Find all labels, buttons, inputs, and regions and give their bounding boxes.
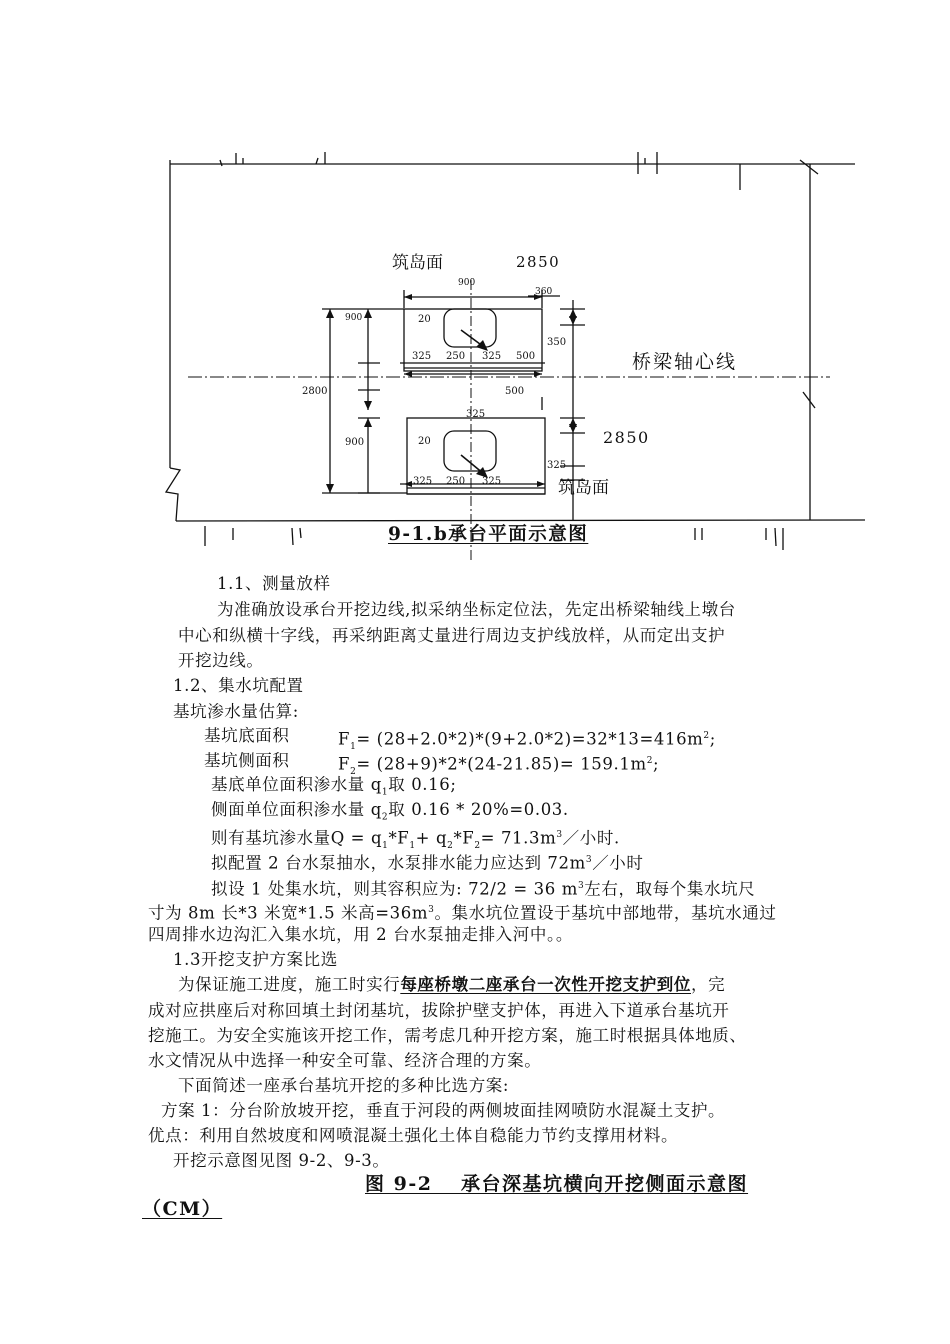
label-dim-20-bottom: 20 — [418, 436, 431, 447]
para-line: 基底单位面积渗水量 $q_1$取 0.16; — [211, 775, 457, 798]
label-dim-250-b: 250 — [446, 476, 466, 487]
label-top-island: 筑岛面 — [392, 253, 443, 273]
para-line: 成对应拱座后对称回填土封闭基坑，拔除护壁支护体，再进入下道承台基坑开 — [148, 1001, 730, 1020]
para-line: 拟配置 2 台水泵抽水，水泵排水能力应达到 $72m^3/$小时 — [211, 853, 644, 873]
para-line: 寸为 8m 长*3 米宽*1.5 米高$=36m^3$。集水坑位置设于基坑中部地带，基坑水通过 — [148, 903, 777, 923]
para-line: 优点：利用自然坡度和网喷混凝土强化土体自稳能力节约支撑用材料。 — [148, 1126, 679, 1145]
para-line: 方案 1：分台阶放坡开挖，垂直于河段的两侧坡面挂网喷防水混凝土支护。 — [161, 1101, 726, 1120]
para-line: 中心和纵横十字线，再采纳距离丈量进行周边支护线放样，从而定出支护 — [178, 626, 726, 645]
heading-1-3: 1.3开挖支护方案比选 — [173, 950, 338, 969]
para-line: 四周排水边沟汇入集水坑，用 2 台水泵抽走排入河中。。 — [148, 925, 573, 944]
para-line: 拟设 1 处集水坑，则其容积应为: 72/2 = 36 $m^3$左右，取每个集水坑尺 — [211, 879, 756, 899]
label-dim-325-c: 325 — [466, 409, 486, 420]
label-dim-350: 350 — [547, 337, 567, 348]
label-bottom-island: 筑岛面 — [558, 478, 609, 498]
label-dim-20-top: 20 — [418, 314, 431, 325]
para-line: 基坑渗水量估算: — [173, 702, 299, 721]
side-area-label: 基坑侧面积 — [204, 751, 290, 770]
para-line: 侧面单位面积渗水量 $q_2$取 0.16 * 20%=0.03. — [211, 800, 569, 823]
label-dim-900-left-bottom: 900 — [345, 437, 365, 448]
heading-1-1: 1.1、测量放样 — [217, 574, 331, 593]
label-dim-250-a: 250 — [446, 351, 466, 362]
para-line: 则有基坑渗水量$Q = q_1*F_1+ q_2*F_2=$ $71.3m^3/$小时. — [211, 828, 620, 851]
para-line: 挖施工。为安全实施该开挖工作，需考虑几种开挖方案，施工时根据具体地质、 — [148, 1026, 747, 1045]
bottom-area-formula: $F_1= (28+2.0*2)*(9+2.0*2)=32*13=416m^2$; — [338, 729, 716, 752]
para-line: 开挖边线。 — [178, 651, 264, 670]
para-line: 为保证施工进度，施工时实行每座桥墩二座承台一次性开挖支护到位，完 — [178, 975, 726, 994]
label-dim-360: 360 — [535, 287, 553, 297]
unit-label: （CM） — [142, 1198, 223, 1220]
label-dim-325-f: 325 — [482, 476, 502, 487]
label-right-dim: 2850 — [603, 428, 650, 447]
diagram-caption: 9-1.b承台平面示意图 — [388, 524, 589, 545]
pile-cap-plan-diagram — [0, 0, 950, 560]
bottom-area-label: 基坑底面积 — [204, 726, 290, 745]
label-dim-325-a: 325 — [412, 351, 432, 362]
label-dim-325-d: 325 — [547, 460, 567, 471]
para-line: 水文情况从中选择一种安全可靠、经济合理的方案。 — [148, 1051, 542, 1070]
para-line: 下面简述一座承台基坑开挖的多种比选方案: — [178, 1076, 510, 1095]
label-dim-500-b: 500 — [505, 386, 525, 397]
label-dim-325-b: 325 — [482, 351, 502, 362]
label-dim-900-top: 900 — [458, 278, 476, 288]
para-line: 为准确放设承台开挖边线,拟采纳坐标定位法，先定出桥梁轴线上墩台 — [217, 600, 736, 619]
figure-9-2-caption: 图 9-2 承台深基坑横向开挖侧面示意图 — [365, 1173, 749, 1195]
label-dim-900-left-top: 900 — [345, 313, 363, 323]
label-dim-2800: 2800 — [302, 386, 328, 397]
emphasis-text: 每座桥墩二座承台一次性开挖支护到位 — [400, 975, 692, 994]
side-area-formula: $F_2= (28+9)*2*(24-21.85)= 159.1m^2$; — [338, 754, 660, 777]
label-dim-325-e: 325 — [413, 476, 433, 487]
label-top-dim: 2850 — [516, 253, 561, 271]
heading-1-2: 1.2、集水坑配置 — [173, 676, 304, 695]
label-dim-500-a: 500 — [516, 351, 536, 362]
label-axis: 桥梁轴心线 — [632, 351, 738, 373]
para-line: 开挖示意图见图 9-2、9-3。 — [173, 1151, 390, 1170]
